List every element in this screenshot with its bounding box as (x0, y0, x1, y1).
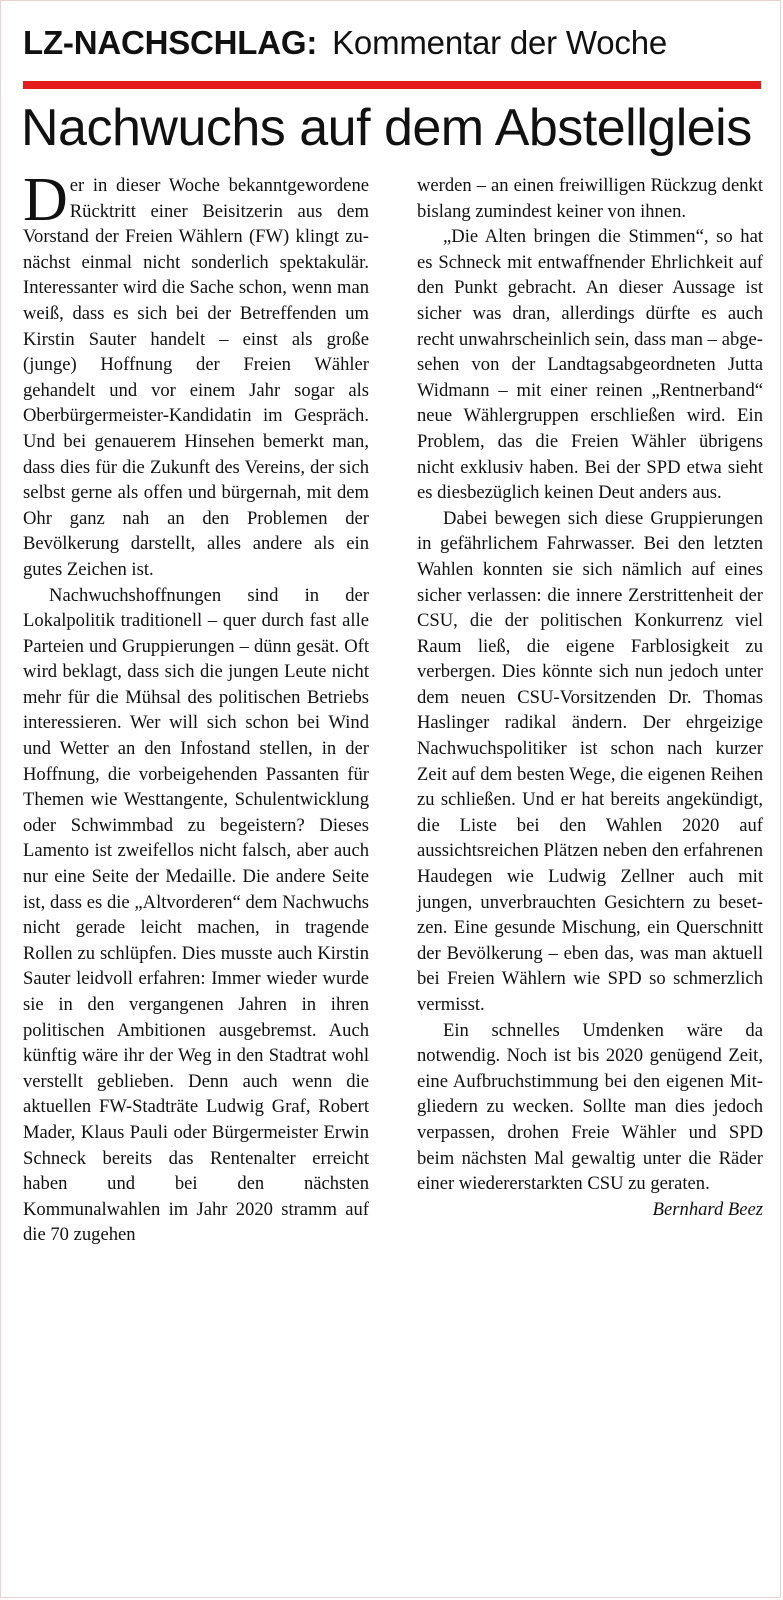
rubric (23, 25, 667, 61)
article-body (23, 166, 763, 1573)
paragraph-4: Dabei bewegen sich diese Gruppierungen in gefährlichem Fahrwasser. Bei den letzten Wahlen konnten sie sich nämlich auf eines sicher verlassen: die innere Zerstrittenheit der CSU, die der politischen Konkurrenz viel Raum ließ, die eigene Farblosigkeit zu verbergen. Dies könnte sich nun jedoch unter dem neuen CSU-Vorsitzenden Dr. Thomas Haslinger radikal ändern. Der ehrgeizige Nachwuchspolitiker ist schon nach kurzer Zeit auf dem besten Wege, die eigenen Reihen zu schließen. Und er hat bereits angekündigt, die Liste bei den Wahlen 2020 auf aussichtsreichen Plätzen neben den erfahrenen Haudegen wie Ludwig Zellner auch mit jungen, unverbrauchten Gesichtern zu besetzen. Eine gesunde Mischung, ein Querschnitt der Bevölkerung – eben das, was man aktuell bei Freien Wählern wie SPD so schmerzlich vermisst. (417, 507, 763, 1015)
paragraph-5 (417, 1018, 763, 1220)
paragraph-1-text: er in dieser Woche bekanntgewordene Rücktritt einer Beisitzerin aus dem Vorstand der Freien Wählern (FW) klingt zunächst einmal nicht sonderlich spektakulär. Interessanter wird die Sache schon, wenn man weiß, dass es sich bei der Betreffenden um Kirstin Sauter handelt – einst als große (junge) Hoffnung der Freien Wähler gehandelt und vor einem Jahr sogar als Oberbürgermeister-Kandidatin im Gespräch. Und bei genauerem Hinsehen bemerkt man, dass dies für die Zukunft des Vereins, der sich selbst gerne als offen und bürgernah, mit dem Ohr ganz nah an den Problemen der Bevölkerung darstellt, alles andere als ein gutes Zeichen ist. (23, 175, 369, 580)
red-divider-rule (23, 81, 761, 89)
paragraph-5-text: Ein schnelles Umdenken wäre da notwendig. Noch ist bis 2020 genügend Zeit, eine Aufbruchstimmung bei den eigenen Mitgliedern zu wecken. Sollte man dies jedoch verpassen, drohen Freie Wähler und SPD beim nächsten Mal gewaltig unter die Räder einer wiedererstarkten CSU zu geraten. (417, 1019, 763, 1195)
column-right (417, 173, 763, 1573)
paragraph-3: „Die Alten bringen die Stimmen“, so hat es Schneck mit entwaffnender Ehrlichkeit auf den Punkt gebracht. An dieser Aussage ist sicher was dran, allerdings dürfte es auch recht unwahrscheinlich sein, dass man – abgesehen von der Landtagsabgeordneten Jutta Widmann – mit einer reinen „Rentnerband“ neue Wählergruppen erschließen wird. Ein Problem, das die Freien Wähler übrigens nicht exklusiv haben. Bei der SPD etwa sieht es diesbezüglich keinen Deut anders aus. (417, 226, 763, 504)
drop-cap: D (23, 166, 68, 234)
rubric-subtitle: Kommentar der Woche (332, 24, 668, 61)
headline: Nachwuchs auf dem Abstellgleis (21, 99, 752, 157)
rubric-label: LZ-NACHSCHLAG: (23, 24, 318, 61)
column-left (23, 166, 369, 1573)
paragraph-1 (23, 166, 369, 583)
author-byline: Bernhard Beez (652, 1198, 763, 1220)
paragraph-2: Nachwuchshoffnungen sind in der Lokalpolitik traditionell – quer durch fast alle Parteien und Gruppierungen – dünn gesät. Oft wird beklagt, dass sich die jungen Leute nicht mehr für die Mühsal des politischen Betriebs interessieren. Wer will sich schon bei Wind und Wetter an den Infostand stellen, in der Hoffnung, die vorbeigehenden Passanten für Themen wie Westtangente, Schulentwicklung oder Schwimmbad zu begeistern? Dieses Lamento ist zweifellos nicht falsch, aber auch nur eine Seite der Medaille. Die andere Seite ist, dass es die „Altvorderen“ dem Nachwuchs nicht gerade leicht machen, in tragende Rollen zu schlüpfen. Dies musste auch Kirstin Sauter leidvoll erfahren: Immer wieder wurde sie in den vergangenen Jahren in ihren politischen Ambitionen ausgebremst. Auch künftig wäre ihr der Weg in den Stadtrat wohl verstellt geblieben. Denn auch wenn die aktuellen FW-Stadträte Ludwig Graf, Robert Mader, Klaus Pauli oder Bürgermeister Erwin Schneck bereits das Rentenalter erreicht haben und bei den nächsten Kommunalwahlen im Jahr 2020 stramm auf die 70 zugehen (23, 584, 369, 1246)
paragraph-2-continued: werden – an einen freiwilligen Rückzug denkt bislang zumindest keiner von ihnen. (417, 175, 763, 222)
